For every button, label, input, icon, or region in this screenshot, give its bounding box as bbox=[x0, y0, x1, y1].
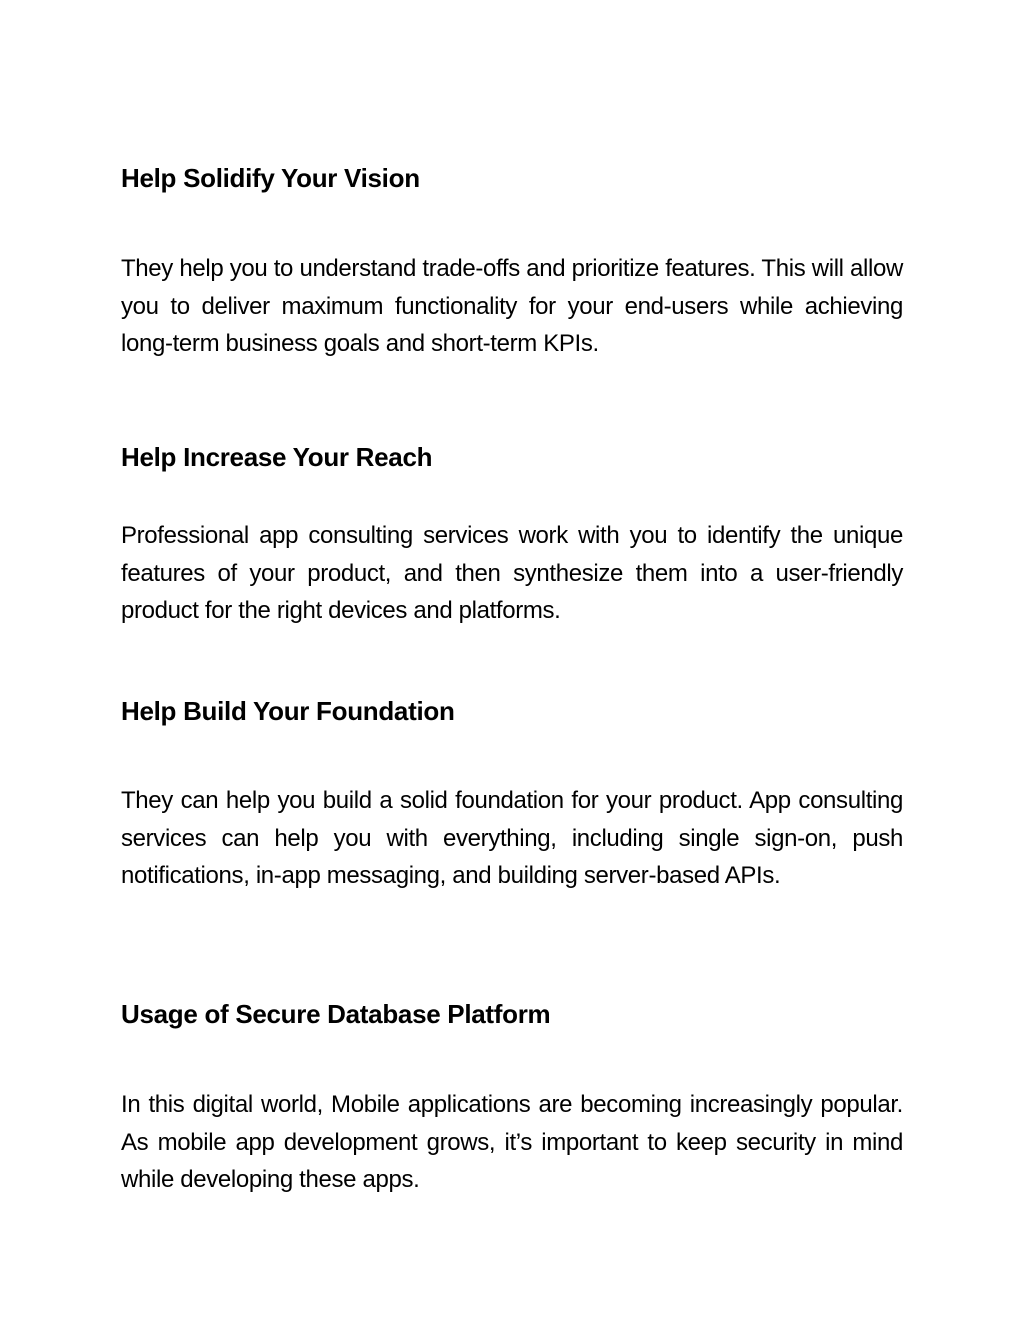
section-heading-build-foundation: Help Build Your Foundation bbox=[121, 696, 455, 726]
section-heading-increase-reach: Help Increase Your Reach bbox=[121, 442, 433, 472]
section-heading-solidify-vision: Help Solidify Your Vision bbox=[121, 163, 420, 193]
section-body-increase-reach: Professional app consulting services work with you to identify the unique features of your product, and then synthesize them into a user-friendly product for the right devices and platforms. bbox=[121, 522, 903, 624]
section-heading-secure-database: Usage of Secure Database Platform bbox=[121, 999, 551, 1029]
section-body-build-foundation: They can help you build a solid foundation for your product. App consulting services can help you with everything, including single sign-on, push notifications, in-app messaging, and building server-based APIs. bbox=[121, 787, 903, 889]
section-body-solidify-vision: They help you to understand trade-offs and prioritize features. This will allow you to deliver maximum functionality for your end-users while achieving long-term business goals and short-term KPIs. bbox=[121, 255, 903, 357]
section-body-secure-database: In this digital world, Mobile applications are becoming increasingly popular. As mobile app development grows, it’s important to keep security in mind while developing these apps. bbox=[121, 1091, 903, 1193]
